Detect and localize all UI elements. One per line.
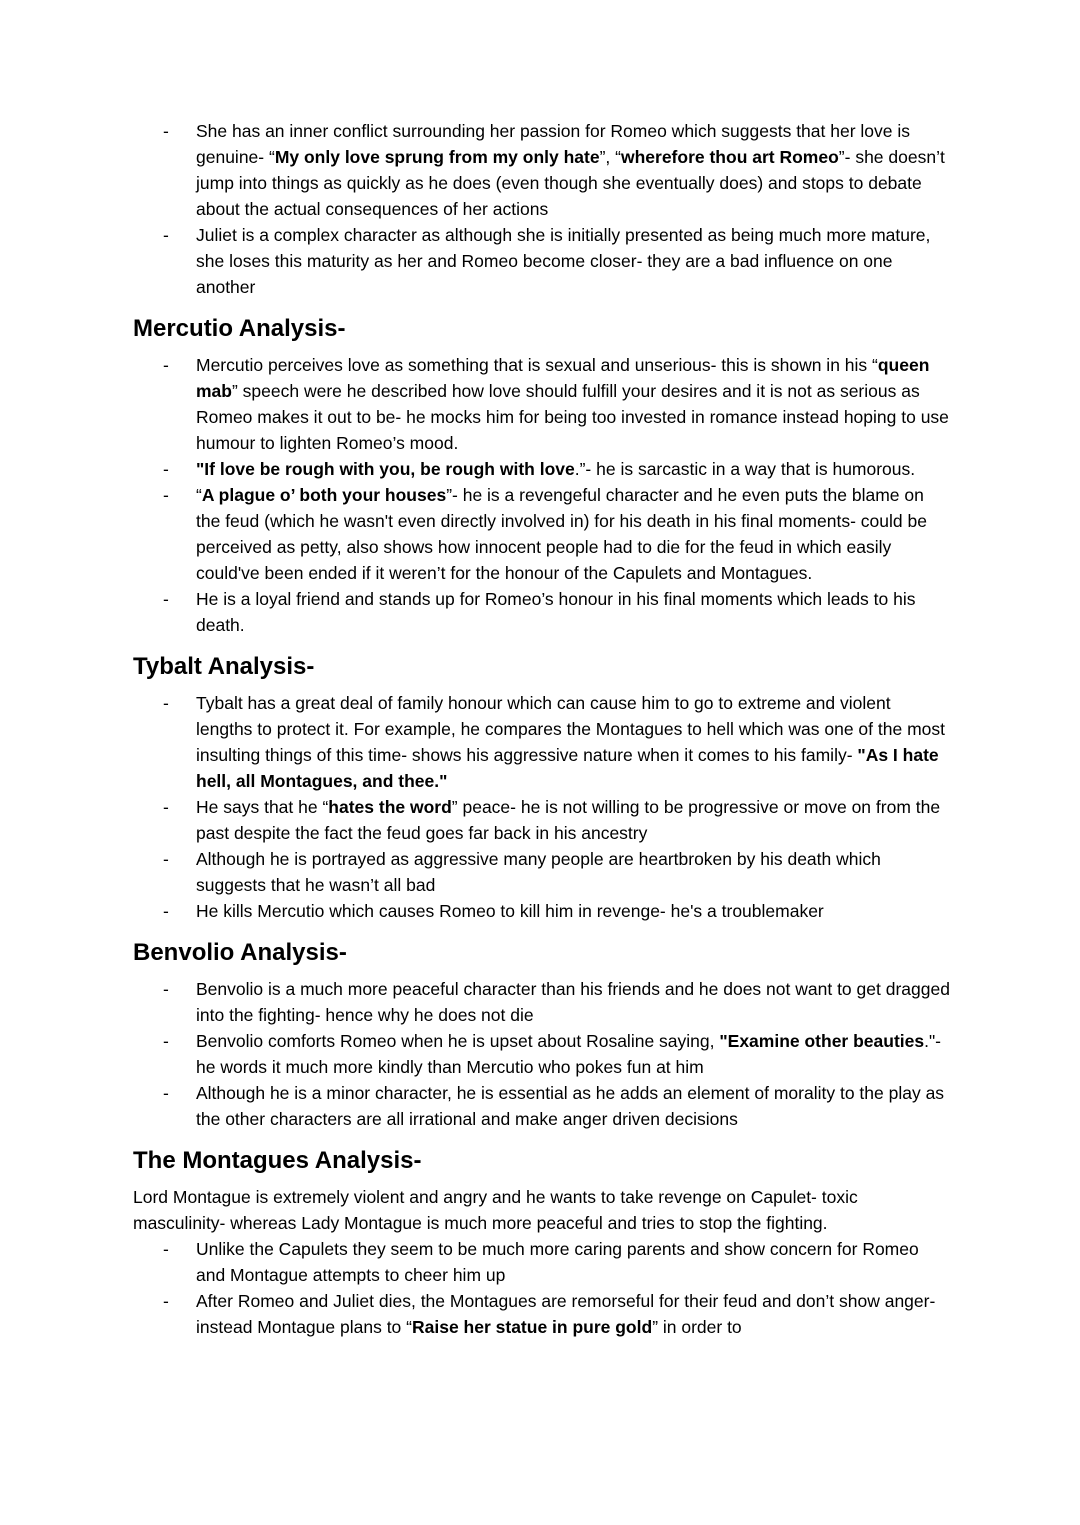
text-run: Although he is a minor character, he is essential as he adds an element of morality to the play as the other characters are all irrational and make anger driven decisions [196, 1083, 945, 1129]
bullet-marker: - [163, 225, 169, 245]
bullet-text [196, 222, 950, 300]
bullet-item [133, 456, 950, 482]
bullet-text [196, 586, 950, 638]
bold-text-run: My only love sprung from my only hate [274, 147, 600, 167]
text-run: “ [196, 485, 202, 505]
bullet-text [196, 1028, 950, 1080]
text-run: Benvolio is a much more peaceful character than his friends and he does not want to get dragged into the fighting- hence why he does not die [196, 979, 950, 1025]
text-run: Tybalt has a great deal of family honour which can cause him to go to extreme and violent lengths to protect it. For example, he compares the Montagues to hell which was one of the most insulting things of this time- shows his aggressive nature when it comes to his family- [196, 693, 946, 765]
bullet-text [196, 118, 950, 222]
bullet-item [133, 118, 950, 222]
bullet-marker: - [163, 1291, 169, 1311]
bullet-text [196, 976, 950, 1028]
bullet-item [133, 222, 950, 300]
bullet-marker: - [163, 1083, 169, 1103]
bullet-marker: - [163, 901, 169, 921]
text-run: ”- he is a revengeful character and he even puts the blame on the feud (which he wasn't even directly involved in) for his death in his final moments- could be perceived as petty, also shows how innocent people had to die for the feud in which easily could've been ended if it weren’t for the honour of the Capulets and Montagues. [196, 485, 927, 583]
bullet-marker: - [163, 485, 169, 505]
bullet-item [133, 482, 950, 586]
text-run: ”, “ [599, 147, 621, 167]
bullet-text [196, 352, 950, 456]
text-run: ”- she doesn’t jump into things as quickly as he does (even though she eventually does) and stops to debate about the actual consequences of her actions [196, 147, 945, 219]
bullet-text [196, 690, 950, 794]
bullet-item [133, 898, 950, 924]
heading-benvolio-analysis: Benvolio Analysis- [133, 939, 347, 966]
text-run: Benvolio comforts Romeo when he is upset about Rosaline saying, [196, 1031, 720, 1051]
text-run: Unlike the Capulets they seem to be much more caring parents and show concern for Romeo and Montague attempts to cheer him up [196, 1239, 919, 1285]
bold-text-run: queen mab [196, 355, 930, 401]
bullet-marker: - [163, 979, 169, 999]
text-run: She has an inner conflict surrounding her passion for Romeo which suggests that her love is genuine- “ [196, 121, 911, 167]
bullet-text [196, 456, 950, 482]
heading-tybalt-analysis: Tybalt Analysis- [133, 653, 315, 680]
juliet-analysis-bullets [133, 118, 950, 300]
bullet-item [133, 690, 950, 794]
text-run: ” speech were he described how love should fulfill your desires and it is not as serious as Romeo makes it out to be- he mocks him for being too invested in romance instead hoping to use humour to lighten Romeo’s mood. [196, 381, 949, 453]
bullet-marker: - [163, 459, 169, 479]
bold-text-run: "Examine other beauties [719, 1031, 925, 1051]
text-run: ."- he words it much more kindly than Mercutio who pokes fun at him [196, 1031, 942, 1077]
bullet-marker: - [163, 121, 169, 141]
bullet-text [196, 794, 950, 846]
heading-mercutio-analysis: Mercutio Analysis- [133, 315, 346, 342]
bullet-marker: - [163, 693, 169, 713]
bullet-text [196, 846, 950, 898]
bullet-item [133, 352, 950, 456]
bullet-item [133, 1236, 950, 1288]
text-run: Juliet is a complex character as although she is initially presented as being much more mature, she loses this maturity as her and Romeo become closer- they are a bad influence on one another [196, 225, 931, 297]
bold-text-run: Raise her statue in pure gold [411, 1317, 653, 1337]
document-content [133, 118, 950, 1340]
text-run: He kills Mercutio which causes Romeo to kill him in revenge- he's a troublemaker [196, 901, 824, 921]
text-run: .”- he is sarcastic in a way that is humorous. [574, 459, 916, 479]
bullet-marker: - [163, 589, 169, 609]
bold-text-run: "As I hate hell, all Montagues, and thee." [196, 745, 939, 791]
mercutio-analysis-bullets [133, 352, 950, 638]
bullet-marker: - [163, 797, 169, 817]
montagues-analysis-bullets [133, 1236, 950, 1340]
bullet-marker: - [163, 1239, 169, 1259]
text-run: ” in order to [652, 1317, 742, 1337]
text-run: Although he is portrayed as aggressive many people are heartbroken by his death which suggests that he wasn’t all bad [196, 849, 881, 895]
benvolio-analysis-bullets [133, 976, 950, 1132]
bullet-text [196, 1080, 950, 1132]
bold-text-run: wherefore thou art Romeo [620, 147, 839, 167]
bullet-item [133, 586, 950, 638]
bullet-item [133, 1028, 950, 1080]
text-run: He says that he “ [196, 797, 329, 817]
montagues-intro-paragraph [133, 1184, 950, 1236]
text-run: After Romeo and Juliet dies, the Montagues are remorseful for their feud and don’t show anger- instead Montague plans to “ [196, 1291, 936, 1337]
text-run: Lord Montague is extremely violent and angry and he wants to take revenge on Capulet- toxic masculinity- whereas Lady Montague is much more peaceful and tries to stop the fighting. [133, 1187, 858, 1233]
bold-text-run: "If love be rough with you, be rough with love [196, 459, 575, 479]
bullet-text [196, 1288, 950, 1340]
text-run: ” peace- he is not willing to be progressive or move on from the past despite the fact the feud goes far back in his ancestry [196, 797, 941, 843]
bullet-text [196, 482, 950, 586]
text-run: He is a loyal friend and stands up for Romeo’s honour in his final moments which leads to his death. [196, 589, 916, 635]
text-run: Mercutio perceives love as something that is sexual and unserious- this is shown in his “ [196, 355, 878, 375]
bullet-marker: - [163, 849, 169, 869]
bullet-marker: - [163, 1031, 169, 1051]
bullet-item [133, 1288, 950, 1340]
bullet-text [196, 1236, 950, 1288]
bullet-marker: - [163, 355, 169, 375]
bold-text-run: A plague o’ both your houses [201, 485, 447, 505]
bold-text-run: hates the word [328, 797, 452, 817]
bullet-item [133, 976, 950, 1028]
tybalt-analysis-bullets [133, 690, 950, 924]
bullet-text [196, 898, 950, 924]
bullet-item [133, 846, 950, 898]
bullet-item [133, 1080, 950, 1132]
bullet-item [133, 794, 950, 846]
heading-montagues-analysis: The Montagues Analysis- [133, 1147, 422, 1174]
